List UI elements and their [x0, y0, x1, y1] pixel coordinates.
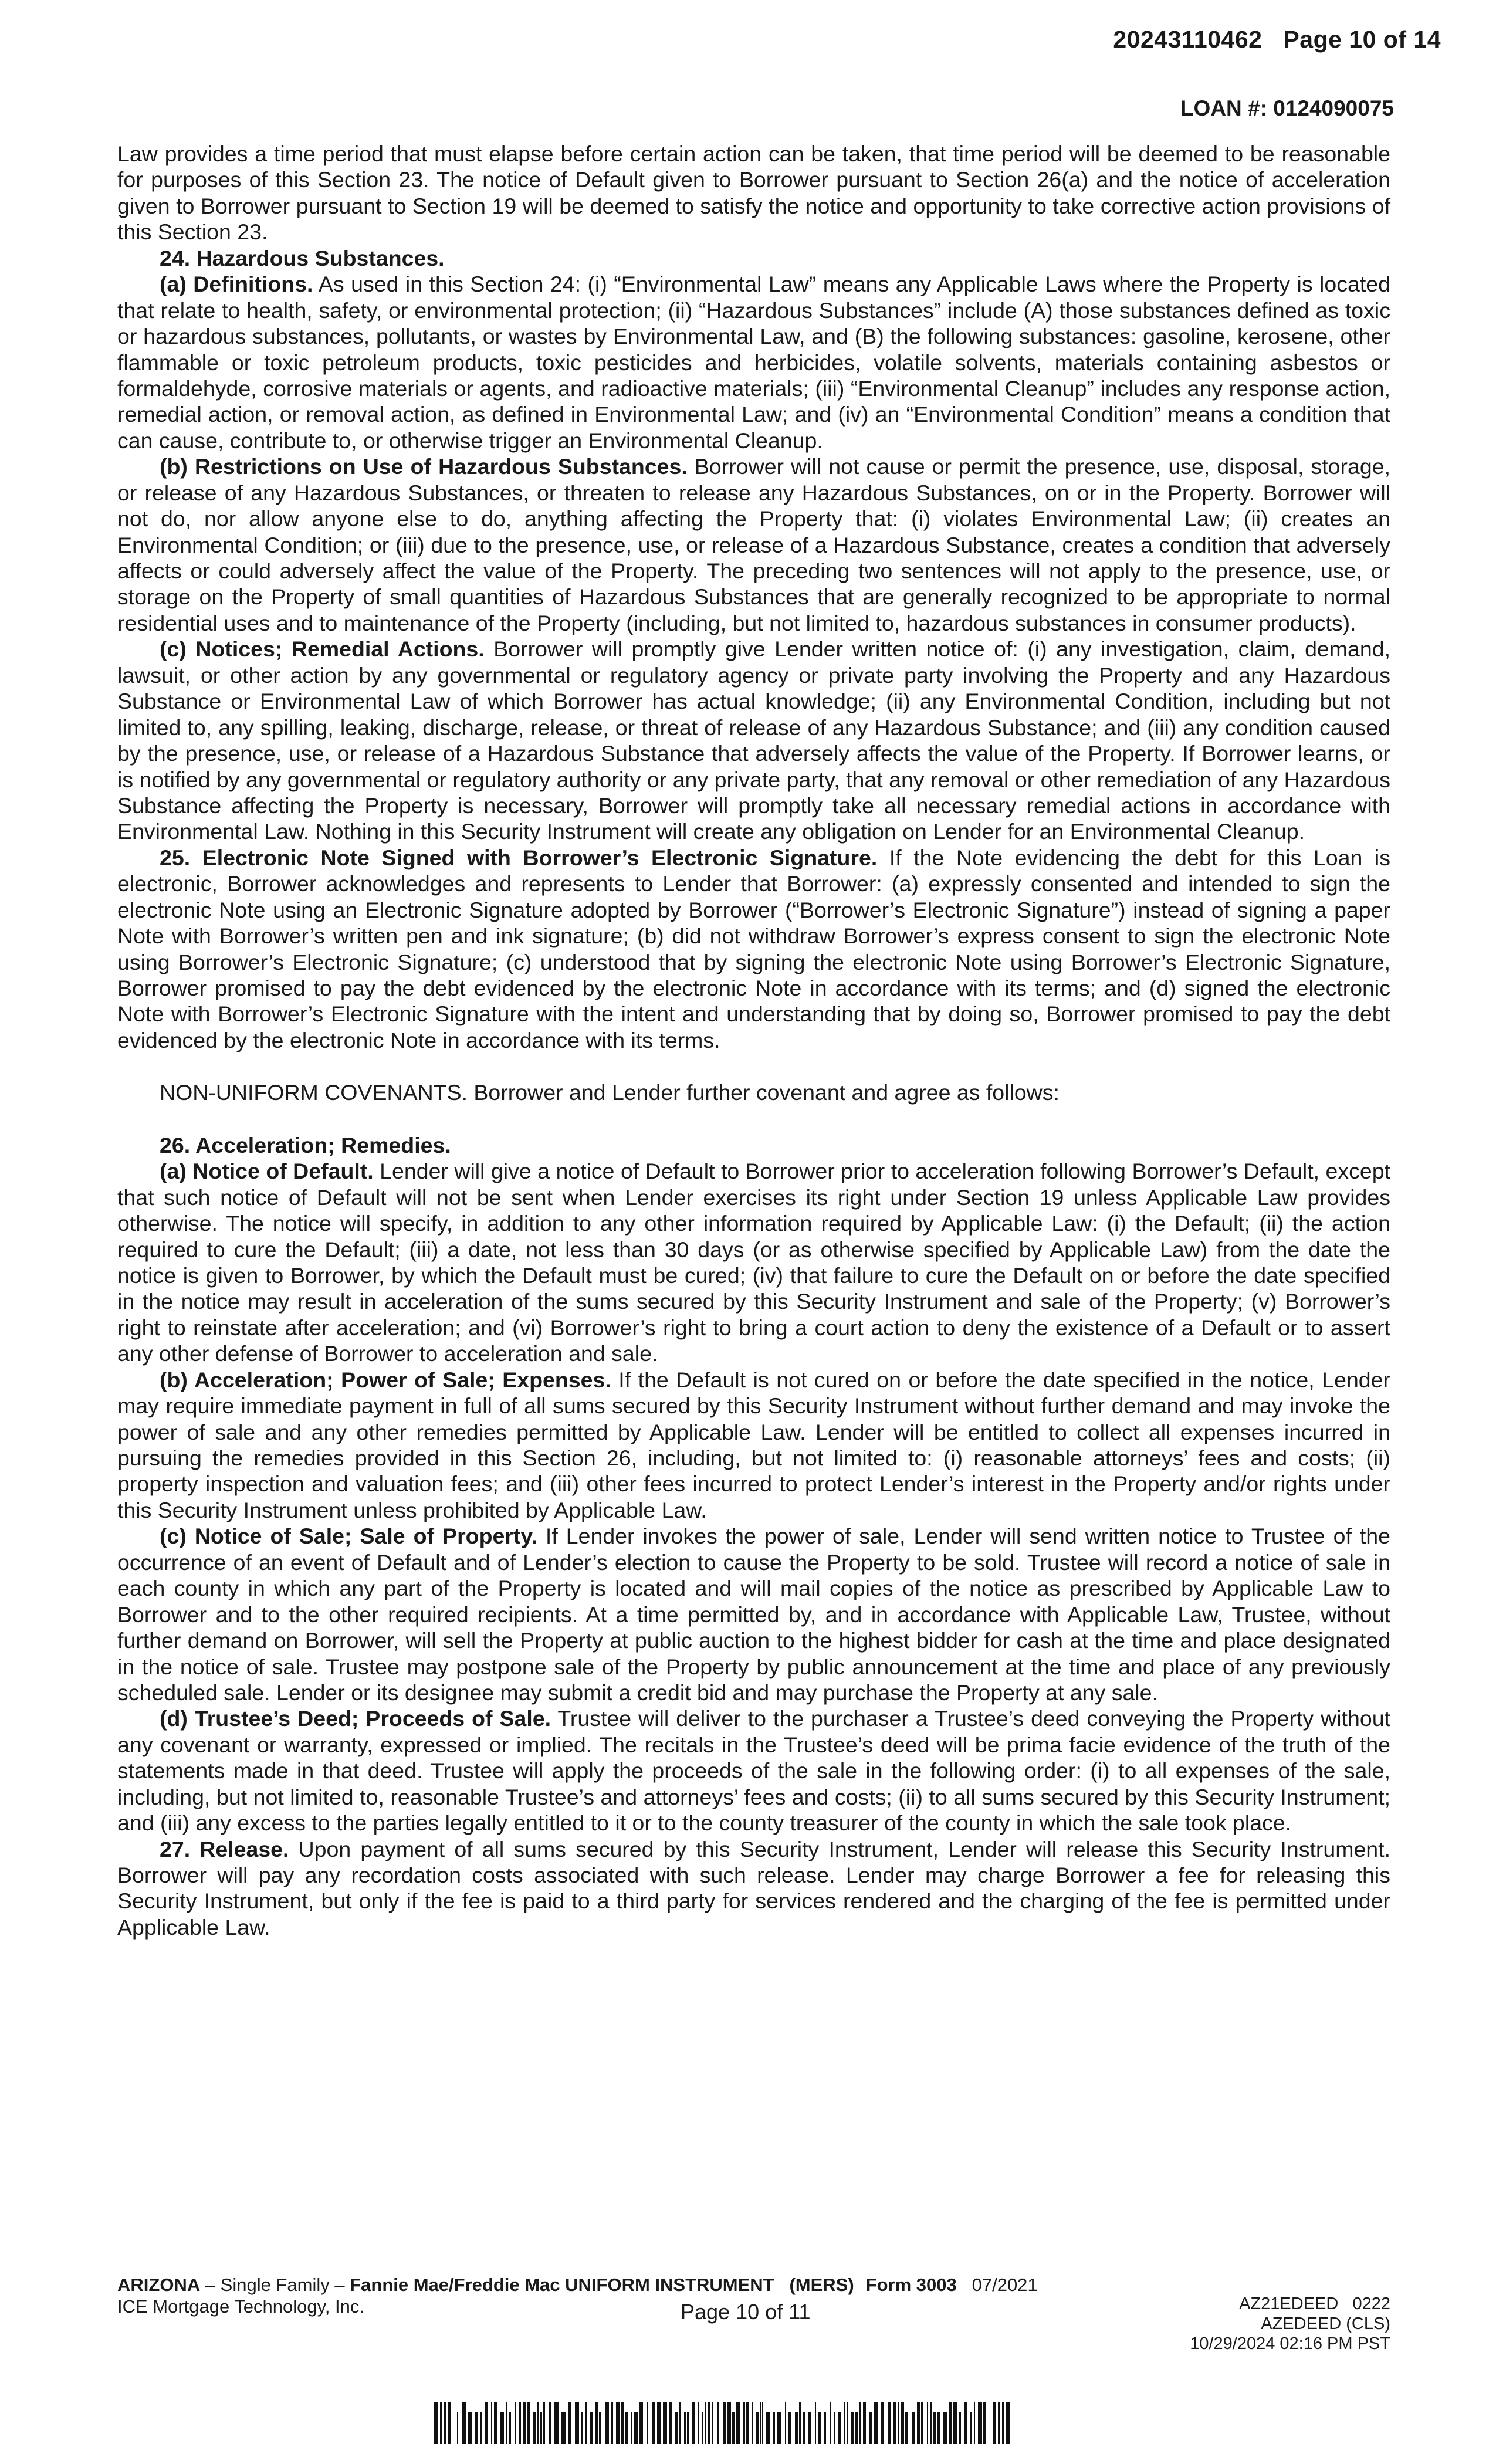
barcode-bar — [746, 2402, 749, 2444]
barcode-bar — [599, 2412, 601, 2444]
footer-instrument: Fannie Mae/Freddie Mac UNIFORM INSTRUMENT — [350, 2275, 774, 2295]
barcode-bar — [621, 2402, 624, 2444]
footer-page-number: Page 10 of 11 — [681, 2300, 811, 2324]
barcode-bar — [1002, 2402, 1004, 2444]
section-24b-heading: (b) Restrictions on Use of Hazardous Substances. — [160, 454, 688, 479]
barcode-bar — [519, 2402, 521, 2444]
barcode-bar — [712, 2402, 713, 2444]
barcode-bar — [652, 2402, 655, 2444]
barcode-bar — [491, 2402, 492, 2444]
section-26b-heading: (b) Acceleration; Power of Sale; Expenses. — [160, 1367, 611, 1392]
barcode-bar — [917, 2402, 920, 2444]
barcode-bar — [834, 2412, 835, 2444]
barcode-bar — [788, 2412, 791, 2444]
barcode-bar — [818, 2412, 821, 2444]
barcode-bar — [575, 2402, 579, 2444]
barcode-bar — [605, 2402, 609, 2444]
barcode-bar — [953, 2402, 957, 2444]
barcode-bar — [830, 2402, 831, 2444]
barcode-bar — [736, 2402, 740, 2444]
barcode-bar — [631, 2412, 632, 2444]
barcode-bar — [457, 2412, 458, 2444]
section-26d-heading: (d) Trustee’s Deed; Proceeds of Sale. — [160, 1706, 551, 1731]
barcode-bar — [970, 2412, 972, 2444]
barcode-bar — [933, 2412, 936, 2444]
barcode-bar — [585, 2402, 587, 2444]
barcode-bar — [912, 2412, 915, 2444]
spacer — [117, 1106, 1390, 1132]
barcode-bar — [773, 2412, 775, 2444]
barcode-bar — [974, 2402, 975, 2444]
barcode-bar — [888, 2402, 891, 2444]
barcode-bar — [949, 2402, 952, 2444]
spacer — [117, 1053, 1390, 1079]
section-26a-text: Lender will give a notice of Default to Borrower prior to acceleration following Borrower’s Default, except that such notice of Default will not be sent when Lender exercises its right under Section 19 unless Applicable Law provides otherwise. The notice will specify, in addition to any other information required by Applicable Law: (i) the Default; (ii) the action required to cure the Default; (iii) a date, not less than 30 days (or as otherwise specified by Applicable Law) from the date the notice is given to Borrower, by which the Default must be cured; (iv) that failure to cure the Default on or before the date specified in the notice may result in acceleration of the sums secured by this Security Instrument and sale of the Property; (v) Borrower’s right to reinstate after acceleration; and (vi) Borrower’s right to bring a court action to deny the existence of a Default or to assert any other defense of Borrower to acceleration and sale. — [117, 1159, 1390, 1366]
barcode-bar — [698, 2402, 699, 2444]
barcode-bar — [921, 2402, 923, 2444]
footer-code-2: AZEDEED (CLS) — [1261, 2314, 1390, 2334]
section-25-text: If the Note evidencing the debt for this Loan is electronic, Borrower acknowledges and represents to Lender that Borrower: (a) expressly consented and intended to sign the electronic Note using an Electronic Signature adopted by Borrower (“Borrower’s Electronic Signature”) instead of signing a paper Note with Borrower’s written pen and ink signature; (b) did not withdraw Borrower’s express consent to sign the electronic Note using Borrower’s Electronic Signature; (c) understood that by signing the electronic Note using Borrower’s Electronic Signature, Borrower promised to pay the debt evidenced by the electronic Note in accordance with its terms; and (d) signed the electronic Note with Borrower’s Electronic Signature with the intent and understanding that by doing so, Borrower promised to pay the debt evidenced by the electronic Note in accordance with its terms. — [117, 845, 1390, 1052]
barcode-bar — [859, 2402, 861, 2444]
barcode-bar — [838, 2412, 841, 2444]
section-24c-heading: (c) Notices; Remedial Actions. — [160, 637, 485, 662]
footer-state: ARIZONA — [117, 2275, 201, 2295]
footer-form-desc: – Single Family – — [200, 2275, 350, 2295]
barcode-bar — [993, 2402, 996, 2444]
section-27-paragraph — [117, 1836, 1390, 1941]
barcode-bar — [808, 2412, 811, 2444]
barcode-bar — [803, 2412, 805, 2444]
barcode-bar — [669, 2402, 672, 2444]
barcode-bar — [1006, 2402, 1010, 2444]
barcode-bar — [795, 2412, 798, 2444]
barcode-bars — [434, 2402, 1010, 2444]
barcode-bar — [937, 2412, 940, 2444]
barcode-bar — [943, 2412, 947, 2444]
barcode-bar — [561, 2412, 566, 2444]
barcode-bar — [616, 2402, 620, 2444]
barcode-bar — [500, 2412, 504, 2444]
footer-form-line — [117, 2274, 1038, 2296]
barcode-bar — [494, 2402, 497, 2444]
barcode-bar — [639, 2402, 643, 2444]
recording-number: 20243110462 — [1113, 26, 1263, 53]
barcode-bar — [543, 2402, 545, 2444]
barcode-bar — [752, 2402, 753, 2444]
barcode-bar — [785, 2402, 786, 2444]
barcode-bar — [743, 2402, 745, 2444]
section-26b-paragraph — [117, 1367, 1390, 1524]
barcode-bar — [855, 2412, 858, 2444]
barcode-bar — [905, 2412, 908, 2444]
barcode-bar — [881, 2402, 884, 2444]
barcode-bar — [930, 2402, 932, 2444]
barcode-bar — [611, 2402, 613, 2444]
barcode-bar — [523, 2402, 526, 2444]
section-26c-paragraph — [117, 1523, 1390, 1705]
barcode-bar — [708, 2402, 710, 2444]
barcode-bar — [540, 2412, 542, 2444]
section-26d-text: Trustee will deliver to the purchaser a Trustee’s deed conveying the Property without any covenant or warranty, expressed or implied. The recitals in the Trustee’s deed will be prima facie evidence of the truth of the statements made in that deed. Trustee will apply the proceeds of the sale in the following order: (i) to all expenses of the sale, including, but not limited to, reasonable Trustee’s and attorneys’ fees and costs; (ii) to all sums secured by this Security Instrument; and (iii) any excess to the parties legally entitled to it or to the county treasurer of the county in which the sale took place. — [117, 1706, 1390, 1836]
barcode-bar — [506, 2402, 507, 2444]
barcode-bar — [527, 2402, 530, 2444]
barcode-bar — [679, 2402, 681, 2444]
footer-form-number: Form 3003 — [865, 2275, 957, 2295]
barcode-bar — [777, 2412, 781, 2444]
barcode-bar — [847, 2402, 848, 2444]
section-26-heading: 26. Acceleration; Remedies. — [160, 1132, 451, 1157]
section-24c-paragraph — [117, 636, 1390, 845]
barcode-bar — [964, 2402, 967, 2444]
barcode-bar — [692, 2402, 695, 2444]
section-26c-heading: (c) Notice of Sale; Sale of Property. — [160, 1524, 537, 1549]
section-24-heading: 24. Hazardous Substances. — [160, 245, 445, 270]
barcode-bar — [874, 2402, 878, 2444]
barcode-bar — [448, 2402, 451, 2444]
barcode-bar — [549, 2402, 551, 2444]
footer-codes — [1190, 2294, 1390, 2354]
barcode-bar — [851, 2412, 854, 2444]
barcode-bar — [590, 2412, 593, 2444]
barcode-bar — [485, 2402, 488, 2444]
section-24b-paragraph — [117, 453, 1390, 636]
section-26c-text: If Lender invokes the power of sale, Lender will send written notice to Trustee of the occurrence of an event of Default and of Lender’s election to cause the Property to be sold. Trustee will record a notice of sale in each county in which any part of the Property is located and will mail copies of the notice as prescribed by Applicable Law to Borrower and to the other required recipients. At a time permitted by, and in accordance with Applicable Law, Trustee, without further demand on Borrower, will sell the Property at public auction to the highest bidder for cash at the time and place designated in the notice of sale. Trustee may postpone sale of the Property by public announcement at the time and place of any previously scheduled sale. Lender or its designee may submit a credit bid and may purchase the Property at any sale. — [117, 1524, 1391, 1705]
barcode-bar — [705, 2402, 706, 2444]
barcode-bar — [844, 2402, 845, 2444]
barcode-bar — [762, 2402, 763, 2444]
section-26d-paragraph — [117, 1705, 1390, 1836]
section-24a-paragraph — [117, 271, 1390, 453]
barcode-bar — [475, 2412, 478, 2444]
section-24a-heading: (a) Definitions. — [160, 272, 313, 297]
barcode-bar — [732, 2412, 735, 2444]
barcode-bar — [760, 2402, 761, 2444]
barcode-bar — [983, 2402, 986, 2444]
non-uniform-covenants: NON-UNIFORM COVENANTS. Borrower and Lender further covenant and agree as follows: — [160, 1080, 1060, 1105]
barcode-bar — [717, 2402, 719, 2444]
barcode-bar — [595, 2402, 598, 2444]
barcode-bar — [815, 2402, 816, 2444]
section-24c-text: Borrower will promptly give Lender written notice of: (i) any investigation, claim, demand, lawsuit, or other action by any governmental or regulatory agency or private party involving the Property and any Hazardous Substance or Environmental Law of which Borrower has actual knowledge; (ii) any Environmental Condition, including but not limited to, any spilling, leaking, discharge, release, or threat of release of any Hazardous Substance; and (iii) any condition caused by the presence, use, or release of a Hazardous Substance that adversely affects the value of the Property. If Borrower learns, or is notified by any governmental or regulatory authority or any private party, that any removal or other remediation of any Hazardous Substance affecting the Property is necessary, Borrower will promptly take all necessary remedial actions in accordance with Environmental Law. Nothing in this Security Instrument will create any obligation on Lender for an Environmental Cleanup. — [117, 637, 1391, 844]
barcode-bar — [978, 2402, 982, 2444]
barcode-bar — [863, 2402, 866, 2444]
barcode-bar — [444, 2402, 446, 2444]
barcode-bar — [766, 2412, 770, 2444]
barcode-bar — [824, 2412, 826, 2444]
barcode-bar — [687, 2412, 689, 2444]
footer-mers: (MERS) — [789, 2275, 854, 2295]
barcode-bar — [657, 2402, 661, 2444]
barcode-bar — [898, 2402, 899, 2444]
barcode-bar — [434, 2402, 438, 2444]
barcode-image — [434, 2402, 1021, 2444]
barcode-bar — [568, 2402, 571, 2444]
section-26b-text: If the Default is not cured on or before the date specified in the notice, Lender may require immediate payment in full of all sums secured by this Security Instrument without further demand and may invoke the power of sale and any other remedies permitted by Applicable Law. Lender will be entitled to collect all expenses incurred in pursuing the remedies provided in this Section 26, including, but not limited to: (i) reasonable attorneys’ fees and costs; (ii) property inspection and valuation fees; and (iii) other fees incurred to protect Lender’s interest in the Property and/or rights under this Security Instrument unless prohibited by Applicable Law. — [117, 1367, 1390, 1522]
section-27-heading: 27. Release. — [160, 1836, 289, 1861]
barcode-bar — [702, 2412, 703, 2444]
section-24b-text: Borrower will not cause or permit the presence, use, disposal, storage, or release of any Hazardous Substances, or threaten to release any Hazardous Substances, on or in the Property. Borrower will not do, nor allow anyone else to do, anything affecting the Property that: (i) violates Environmental Law; (ii) creates an Environmental Condition; or (iii) due to the presence, use, or release of a Hazardous Substance, creates a condition that adversely affects or could adversely affect the value of the Property. The preceding two sentences will not apply to the presence, use, or storage on the Property of small quantities of Hazardous Substances that are generally recognized to be appropriate to normal residential uses and to maintenance of the Property (including, but not limited to, hazardous substances in consumer products). — [117, 454, 1390, 635]
barcode-bar — [468, 2412, 472, 2444]
footer-company: ICE Mortgage Technology, Inc. — [117, 2296, 365, 2317]
recording-header — [1113, 26, 1441, 53]
barcode-bar — [581, 2412, 583, 2444]
barcode-bar — [901, 2402, 904, 2444]
section-27-text: Upon payment of all sums secured by this Security Instrument, Lender will release this Security Instrument. Borrower will pay any recordation costs associated with such release. Lender may charge Borrower a fee for releasing this Security Instrument, but only if the fee is paid to a third party for services rendered and the charging of the fee is permitted under Applicable Law. — [117, 1836, 1391, 1940]
section-26a-heading: (a) Notice of Default. — [160, 1159, 374, 1184]
barcode-bar — [893, 2402, 896, 2444]
barcode-bar — [927, 2402, 928, 2444]
section-24a-text: As used in this Section 24: (i) “Environmental Law” means any Applicable Laws where the Property is located that relate to health, safety, or environmental protection; (ii) “Hazardous Substances” include (A) those substances defined as toxic or hazardous substances, pollutants, or wastes by Environmental Law, and (B) the following substances: gasoline, kerosene, other flammable or toxic petroleum products, toxic pesticides and herbicides, volatile solvents, materials containing asbestos or formaldehyde, corrosive materials or agents, and radioactive materials; (iii) “Environmental Cleanup” includes any response action, remedial action, or removal action, as defined in Environmental Law; and (iv) an “Environmental Condition” means a condition that can cause, contribute to, or otherwise trigger an Environmental Cleanup. — [117, 272, 1390, 453]
barcode-bar — [625, 2412, 628, 2444]
barcode-bar — [684, 2412, 686, 2444]
paragraph-section-23-continued: Law provides a time period that must elapse before certain action can be taken, that time period will be deemed to be reasonable for purposes of this Section 23. The notice of Default given to Borrower pursuant to Section 26(a) and the notice of acceleration given to Borrower pursuant to Section 19 will be deemed to satisfy the notice and opportunity to take corrective action provisions of this Section 23. — [117, 141, 1390, 245]
barcode-bar — [675, 2412, 678, 2444]
barcode-bar — [756, 2412, 759, 2444]
barcode-bar — [462, 2402, 466, 2444]
barcode-bar — [727, 2402, 731, 2444]
barcode-bar — [515, 2402, 516, 2444]
footer-timestamp: 10/29/2024 02:16 PM PST — [1190, 2334, 1390, 2354]
footer-form-date: 07/2021 — [972, 2275, 1038, 2295]
barcode-bar — [634, 2412, 638, 2444]
barcode-bar — [959, 2412, 961, 2444]
barcode-bar — [440, 2402, 442, 2444]
barcode-bar — [509, 2412, 511, 2444]
barcode-bar — [647, 2402, 648, 2444]
loan-number: LOAN #: 0124090075 — [1180, 96, 1394, 120]
section-26a-paragraph — [117, 1158, 1390, 1367]
document-body — [117, 141, 1390, 1940]
footer-form-info — [117, 2274, 1038, 2317]
section-25-paragraph — [117, 845, 1390, 1054]
barcode-bar — [799, 2402, 801, 2444]
barcode-bar — [998, 2402, 1000, 2444]
barcode-bar — [723, 2402, 726, 2444]
barcode-bar — [869, 2412, 872, 2444]
barcode-bar — [537, 2402, 539, 2444]
section-25-heading: 25. Electronic Note Signed with Borrower’s Electronic Signature. — [160, 845, 878, 870]
recording-page-of: Page 10 of 14 — [1283, 26, 1441, 53]
barcode-bar — [554, 2402, 559, 2444]
barcode-bar — [663, 2402, 667, 2444]
barcode-bar — [480, 2412, 482, 2444]
footer-code-1: AZ21EDEED 0222 — [1239, 2294, 1390, 2313]
barcode-bar — [533, 2412, 536, 2444]
